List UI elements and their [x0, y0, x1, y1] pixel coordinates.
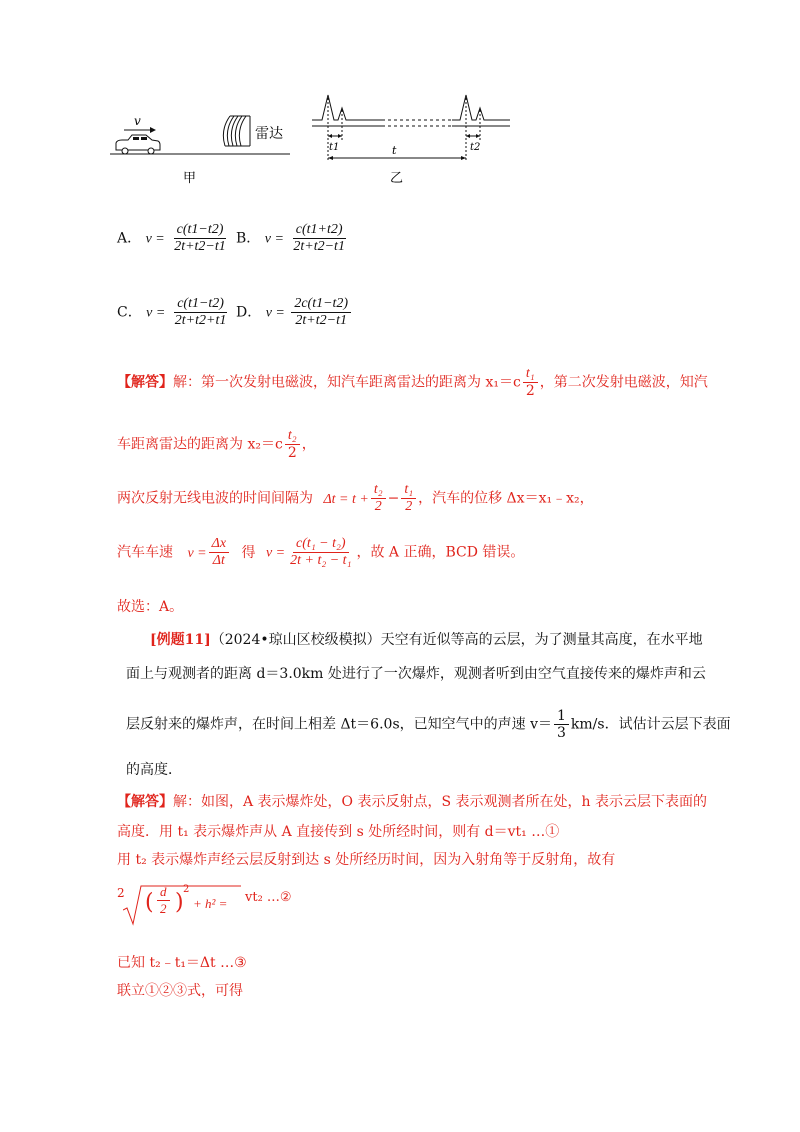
- solution1-answer: 故选：A。: [117, 599, 184, 615]
- frac-den: Δt: [212, 553, 225, 568]
- frac-den: 2: [287, 445, 297, 461]
- option-d-label: D．: [236, 304, 262, 321]
- eq-d: d: [157, 884, 170, 901]
- solution2-equation: [117, 880, 317, 930]
- solution1-line3-tail: ，汽车的位移 Δx＝x₁﹣x₂，: [418, 490, 594, 507]
- example-line1: [150, 631, 703, 649]
- example-line1-text: （2024•琼山区校级模拟）天空有近似等高的云层，为了测量其高度，在水平地: [210, 632, 703, 648]
- frac-num: t₂: [285, 428, 300, 445]
- eq-coef: 2: [117, 886, 125, 900]
- option-b-v: v =: [264, 231, 284, 247]
- option-b-label: B．: [236, 230, 261, 247]
- solution2-line2: 高度．用 t₁ 表示爆炸声从 A 直接传到 s 处所经时间，则有 d＝vt₁ …①: [117, 824, 560, 840]
- yi-label: 乙: [390, 171, 404, 186]
- v-eq: v =: [187, 545, 207, 561]
- t1-label: t1: [329, 142, 340, 153]
- solution2-line1-text: 解：如图，A 表示爆炸处，O 表示反射点，S 表示观测者所在处，h 表示云层下表面的: [173, 794, 707, 810]
- solution1-line3-frac1: [371, 482, 386, 515]
- frac-den: 3: [557, 725, 566, 741]
- example-line3-text: 层反射来的爆炸声，在时间上相差 Δt＝6.0s，已知空气中的声速 v＝: [126, 716, 552, 733]
- option-a-fraction: [171, 222, 229, 255]
- de-word: 得: [241, 544, 256, 561]
- option-a-v: v =: [145, 231, 165, 247]
- option-c[interactable]: [117, 296, 231, 329]
- option-b-numerator: c(t1+t2): [293, 222, 346, 239]
- solution1-line1: [117, 366, 708, 399]
- eq-rhs: vt₂ …②: [245, 890, 292, 905]
- frac-den: 2: [525, 383, 535, 399]
- solution1-line2-tail: ，: [301, 436, 316, 453]
- solution2-line5: 已知 t₂﹣t₁＝Δt …③: [117, 955, 247, 971]
- solution2-tag: 【解答】: [117, 794, 173, 810]
- radar-wave-icon: [223, 116, 250, 146]
- solution1-tag: 【解答】: [117, 374, 173, 391]
- frac-num: 1: [554, 708, 569, 725]
- t2-label: t2: [470, 142, 481, 153]
- solution2-line3: 用 t₂ 表示爆炸声经云层反射到达 s 处所经历时间，因为入射角等于反射角，故有: [117, 852, 616, 868]
- frac-num: Δx: [209, 536, 229, 553]
- option-c-v: v =: [146, 305, 166, 321]
- solution1-line3-formula: Δt = t +: [323, 491, 369, 507]
- frac-den: 2t + t₂ − t₁: [290, 553, 352, 568]
- frac-den: 2: [374, 499, 382, 514]
- example-line3-fraction: [554, 708, 569, 741]
- eq-paren-close: ): [175, 890, 184, 915]
- solution1-line4-text: 汽车车速: [117, 544, 173, 561]
- frac-num: t₁: [401, 482, 416, 499]
- figure-jia: [110, 110, 295, 190]
- jia-label: 甲: [183, 171, 197, 186]
- solution2-line6: 联立①②③式，可得: [117, 983, 243, 999]
- solution1-line2-fraction: [285, 428, 300, 461]
- frac-num: c(t₁ − t₂): [293, 536, 349, 553]
- minus-sign: −: [387, 490, 400, 507]
- option-a-label: A．: [117, 230, 142, 247]
- car-icon: [116, 135, 160, 154]
- solution1-line3-frac2: [401, 482, 416, 515]
- example-line4: 的高度．: [126, 762, 182, 778]
- eq-exp: 2: [183, 884, 190, 895]
- example-line3-tail: km/s．试估计云层下表面: [570, 716, 731, 733]
- option-d-v: v =: [265, 305, 285, 321]
- frac-num: t₂: [371, 482, 386, 499]
- solution1-line2: [117, 428, 316, 461]
- solution1-line4-tail: ，故 A 正确，BCD 错误。: [356, 544, 525, 561]
- option-a[interactable]: [117, 222, 231, 255]
- figure-yi: [312, 90, 512, 190]
- solution1-line1-fraction: [523, 366, 538, 399]
- frac-den: 2: [405, 499, 413, 514]
- option-d-fraction: [291, 296, 351, 329]
- option-d[interactable]: [236, 296, 353, 329]
- option-c-label: C．: [117, 304, 142, 321]
- frac-num: t₁: [523, 366, 538, 383]
- solution1-line3: [117, 482, 594, 515]
- option-a-denominator: 2t+t2−t1: [174, 239, 226, 254]
- solution1-line1-text: 解：第一次发射电磁波，知汽车距离雷达的距离为 x₁＝c: [173, 374, 521, 391]
- velocity-label: v: [134, 114, 141, 128]
- example-line3: [126, 708, 731, 741]
- solution2-line1: [117, 793, 707, 811]
- eq-two: 2: [160, 901, 167, 916]
- option-d-denominator: 2t+t2−t1: [295, 313, 347, 328]
- option-d-numerator: 2c(t1−t2): [291, 296, 351, 313]
- solution1-line1-tail: ，第二次发射电磁波，知汽: [539, 374, 708, 391]
- solution1-line4-frac2: [287, 536, 354, 569]
- example-tag: [例题11]: [150, 632, 211, 648]
- option-a-numerator: c(t1−t2): [174, 222, 227, 239]
- example-line2: 面上与观测者的距离 d＝3.0km 处进行了一次爆炸，观测者听到由空气直接传来的爆炸声和云: [126, 666, 706, 682]
- solution1-line4-frac1: [209, 536, 229, 569]
- option-b[interactable]: [236, 222, 350, 255]
- radar-label: 雷达: [255, 126, 283, 142]
- t-label: t: [392, 144, 397, 157]
- eq-fraction: [157, 884, 170, 917]
- option-b-denominator: 2t+t2−t1: [293, 239, 345, 254]
- v-eq-2: v =: [265, 545, 286, 561]
- solution1-line3-text: 两次反射无线电波的时间间隔为: [117, 490, 313, 507]
- option-c-fraction: [172, 296, 230, 329]
- eq-paren-open: (: [145, 890, 154, 915]
- solution1-line2-text: 车距离雷达的距离为 x₂＝c: [117, 436, 283, 453]
- option-c-denominator: 2t+t2+t1: [174, 313, 227, 328]
- solution1-line4: [117, 536, 524, 569]
- option-b-fraction: [290, 222, 348, 255]
- eq-h: + h² =: [193, 896, 228, 911]
- option-c-numerator: c(t1−t2): [174, 296, 227, 313]
